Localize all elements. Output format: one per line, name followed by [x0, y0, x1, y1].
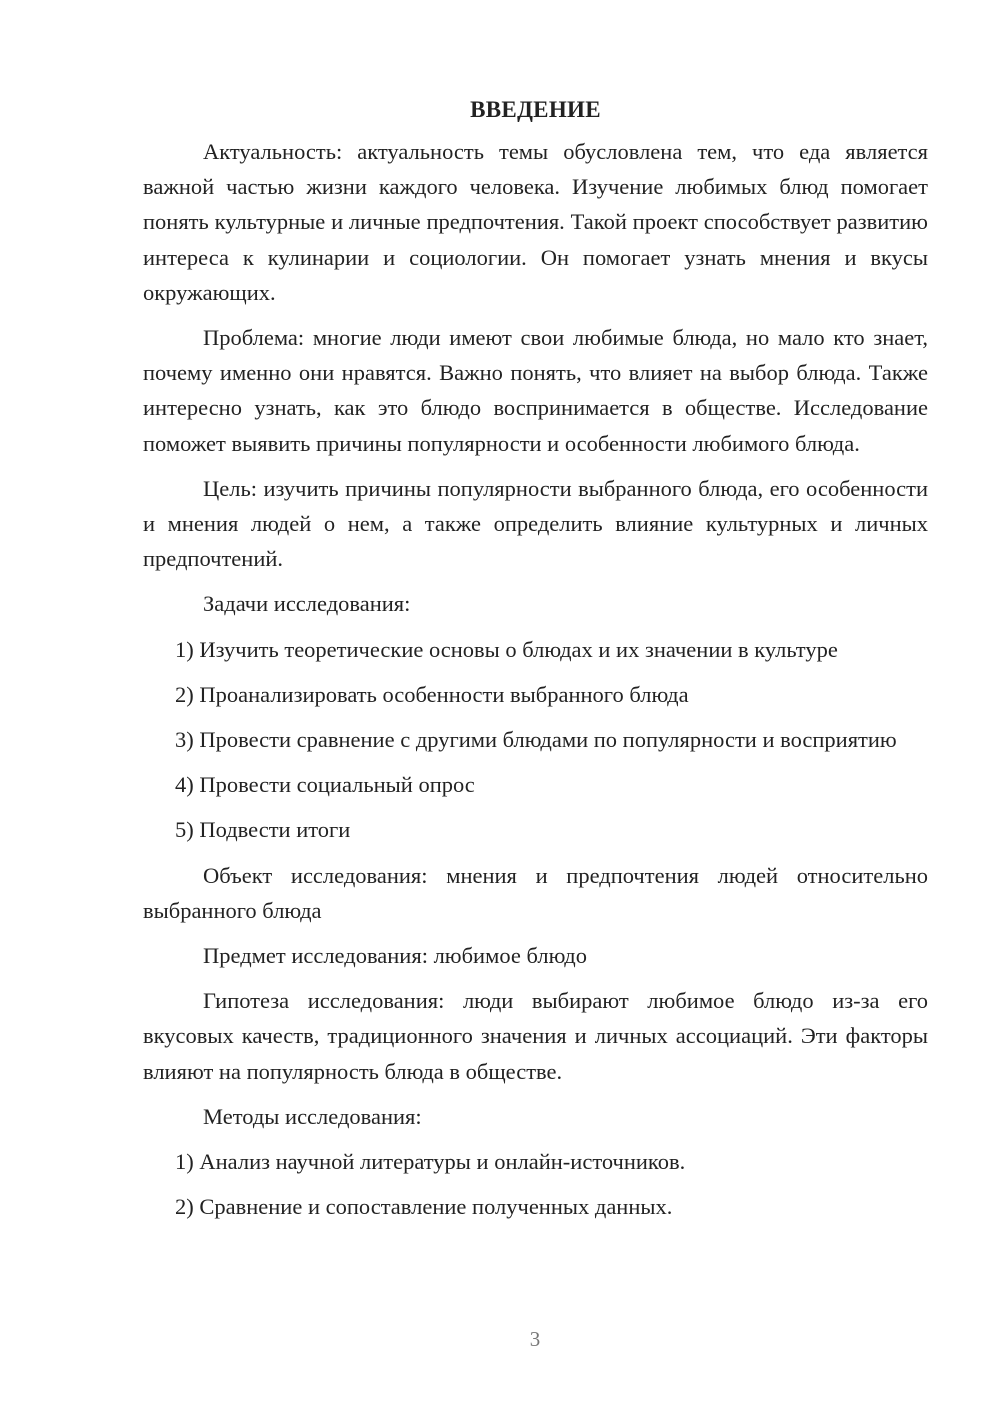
- paragraph-problem: Проблема: многие люди имеют свои любимые блюда, но мало кто знает, почему именно они нравятся. Важно понять, что влияет на выбор блюда. Также интересно узнать, как это блюдо воспринимается в обществе. Исследование поможет выявить причины популярности и особенности любимого блюда.: [143, 325, 928, 456]
- page-number: 3: [529, 1327, 541, 1351]
- paragraph-subject: Предмет исследования: любимое блюдо: [203, 943, 587, 969]
- task-item-5: 5) Подвести итоги: [175, 817, 351, 843]
- method-item-1: 1) Анализ научной литературы и онлайн-источников.: [175, 1149, 686, 1175]
- task-item-1: 1) Изучить теоретические основы о блюдах и их значении в культуре: [175, 636, 838, 662]
- method-item-2: 2) Сравнение и сопоставление полученных данных.: [175, 1194, 673, 1220]
- document-page: [143, 92, 928, 1234]
- paragraph-hypothesis: Гипотеза исследования: люди выбирают любимое блюдо из-за его вкусовых качеств, традиционного значения и личных ассоциаций. Эти факторы влияют на популярность блюда в обществе.: [143, 988, 928, 1084]
- task-item-4: 4) Провести социальный опрос: [175, 772, 475, 798]
- section-heading: ВВЕДЕНИЕ: [470, 97, 601, 122]
- paragraph-relevance: Актуальность: актуальность темы обусловлена тем, что еда является важной частью жизни каждого человека. Изучение любимых блюд помогает понять культурные и личные предпочтения. Такой проект способствует развитию интереса к кулинарии и социологии. Он помогает узнать мнения и вкусы окружающих.: [143, 139, 928, 305]
- paragraph-object: Объект исследования: мнения и предпочтения людей относительно выбранного блюда: [143, 862, 928, 923]
- paragraph-tasks-label: Задачи исследования:: [203, 591, 411, 617]
- paragraph-methods-label: Методы исследования:: [203, 1103, 422, 1129]
- task-item-2: 2) Проанализировать особенности выбранного блюда: [175, 681, 689, 707]
- paragraph-goal: Цель: изучить причины популярности выбранного блюда, его особенности и мнения людей о нем, а также определить влияние культурных и личных предпочтений.: [143, 475, 928, 572]
- task-item-3: 3) Провести сравнение с другими блюдами по популярности и восприятию: [175, 727, 897, 753]
